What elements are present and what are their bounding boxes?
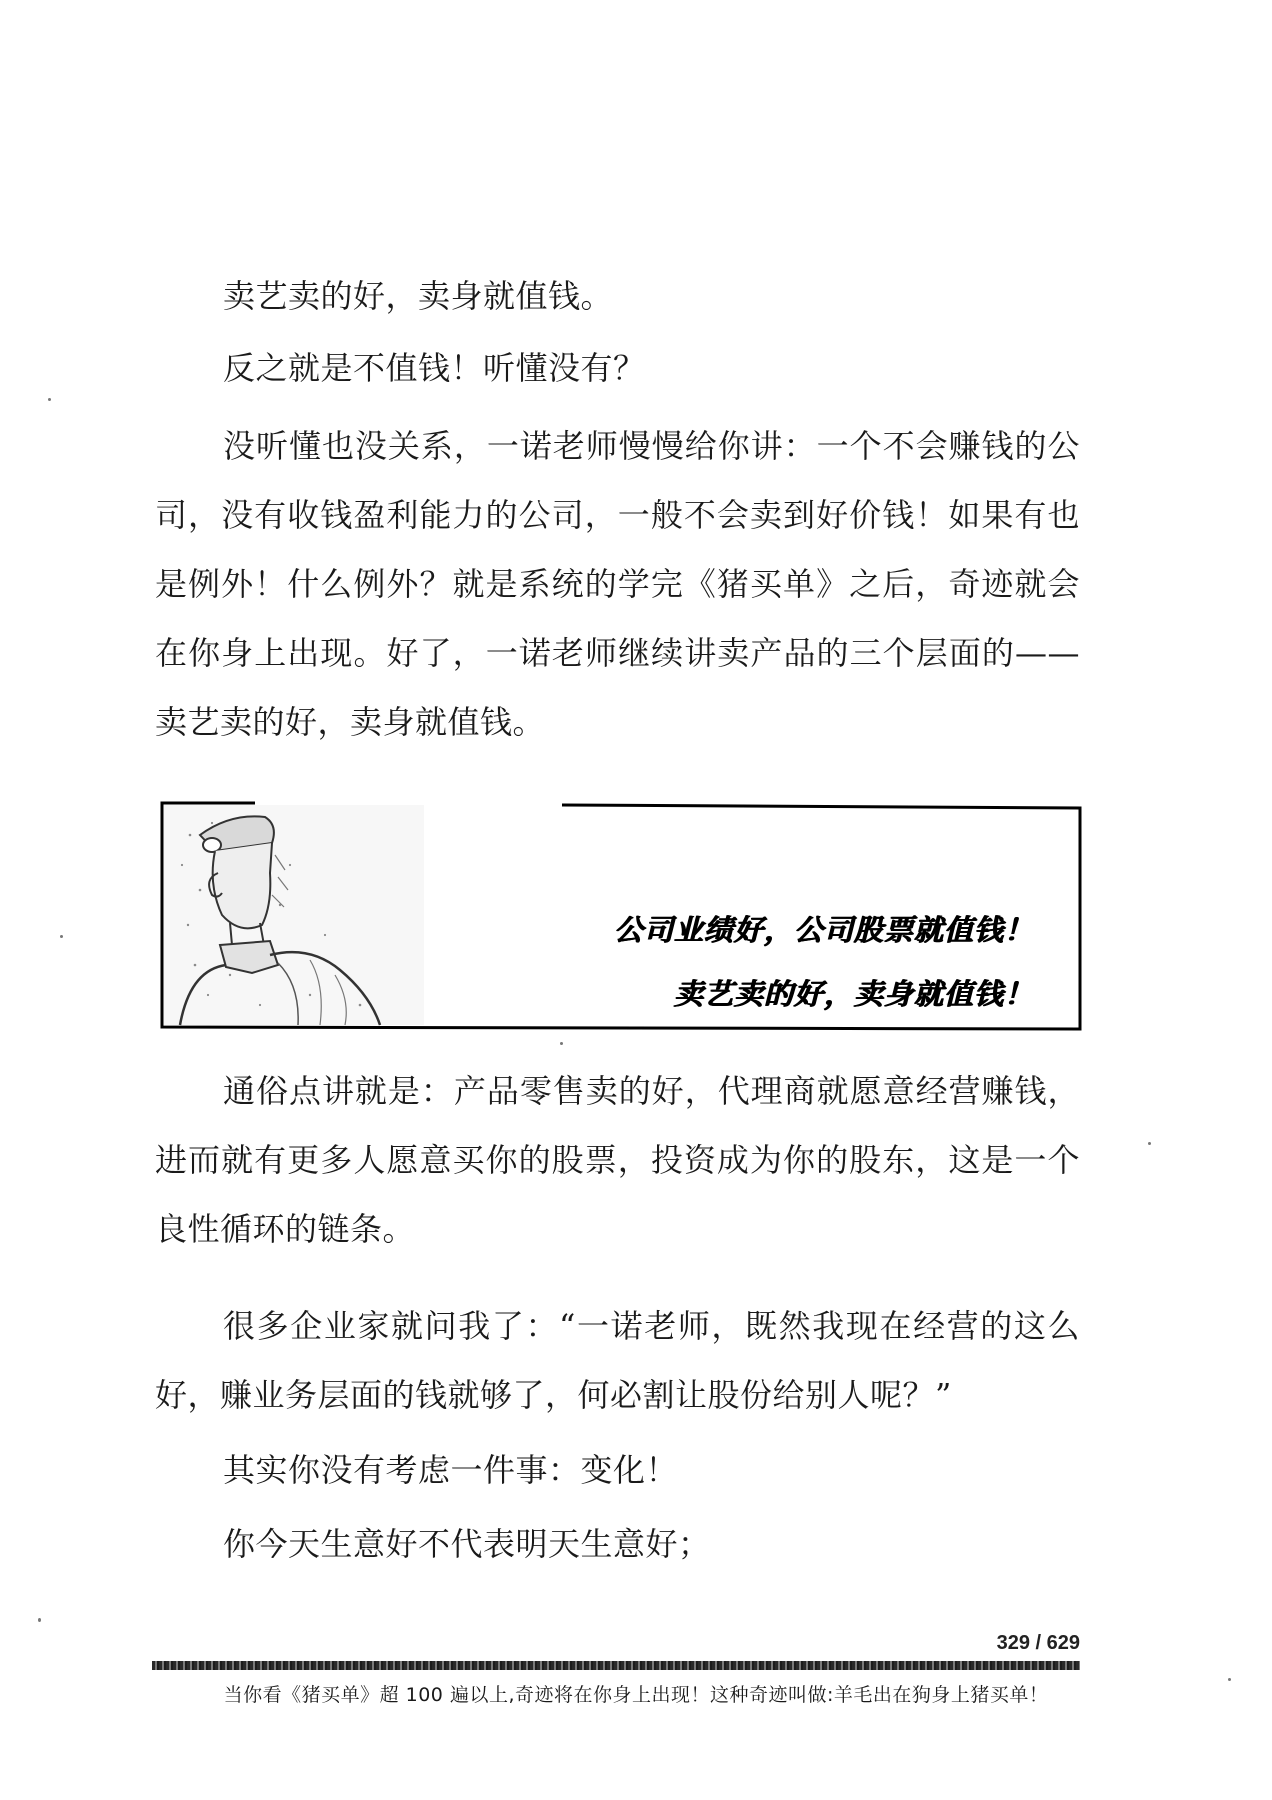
quote-box <box>160 795 1082 1031</box>
scan-speck <box>60 935 63 938</box>
paragraph-7: 你今天生意好不代表明天生意好； <box>223 1525 711 1563</box>
quote-line-1: 公司业绩好，公司股票就值钱！ <box>613 913 1034 947</box>
paragraph-6: 其实你没有考虑一件事：变化！ <box>223 1451 679 1489</box>
sketch-portrait-icon <box>164 805 424 1025</box>
paragraph-2: 反之就是不值钱！听懂没有？ <box>223 349 646 387</box>
scan-speck <box>1148 1142 1151 1145</box>
paragraph-4: 通俗点讲就是：产品零售卖的好，代理商就愿意经营赚钱，进而就有更多人愿意买你的股票，投资成为你的股东，这是一个良性循环的链条。 <box>155 1072 1080 1248</box>
scan-speck <box>38 1618 41 1622</box>
scan-speck <box>48 398 51 401</box>
paragraph-5: 很多企业家就问我了：“一诺老师，既然我现在经营的这么好，赚业务层面的钱就够了，何必割让股份给别人呢？” <box>155 1307 1080 1414</box>
scan-speck <box>560 1042 563 1045</box>
paragraph-1: 卖艺卖的好，卖身就值钱。 <box>223 277 614 315</box>
footer-divider <box>152 1661 1080 1670</box>
paragraph-3: 没听懂也没关系，一诺老师慢慢给你讲：一个不会赚钱的公司，没有收钱盈利能力的公司，一般不会卖到好价钱！如果有也是例外！什么例外？就是系统的学完《猪买单》之后，奇迹就会在你身上出现。好了，一诺老师继续讲卖产品的三个层面的——卖艺卖的好，卖身就值钱。 <box>155 427 1080 741</box>
page-number: 329 / 629 <box>996 1632 1080 1654</box>
footer-note: 当你看《猪买单》超 100 遍以上,奇迹将在你身上出现！这种奇迹叫做:羊毛出在狗身上猪买单！ <box>223 1684 1049 1706</box>
scan-speck <box>1228 1678 1231 1681</box>
quote-line-2: 卖艺卖的好，卖身就值钱！ <box>673 977 1034 1011</box>
